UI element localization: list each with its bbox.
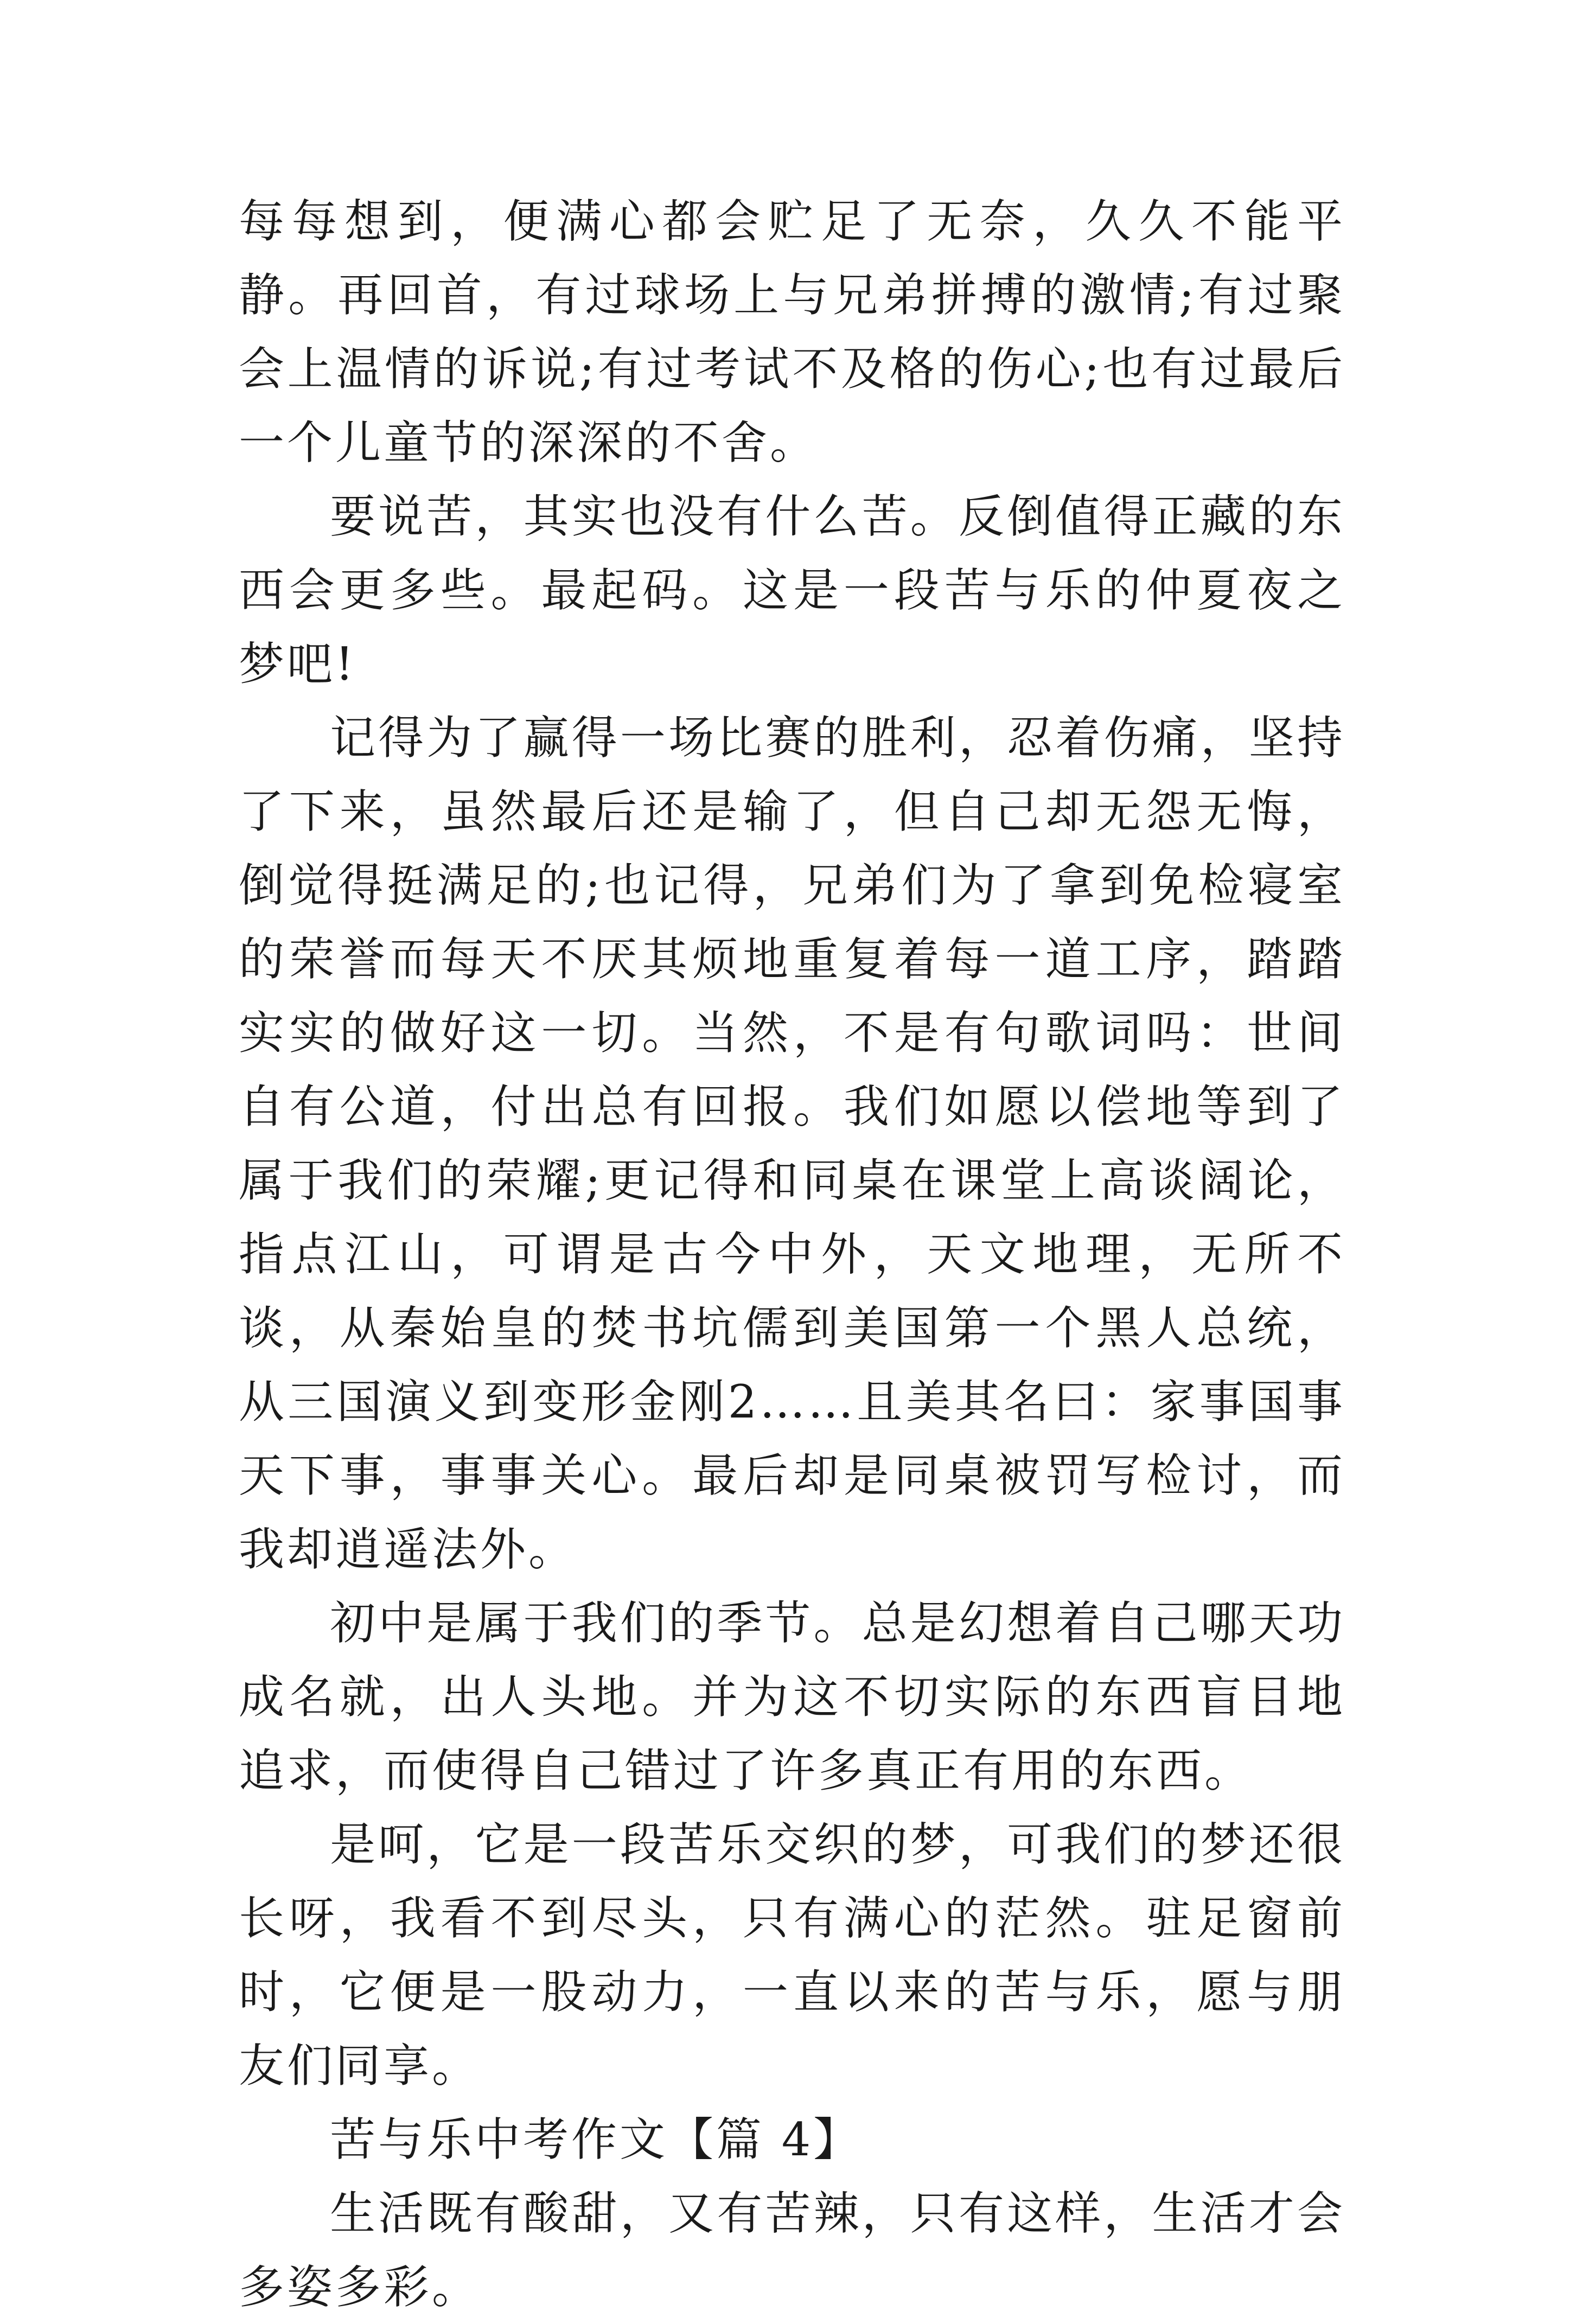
paragraph-6: 生活既有酸甜，又有苦辣，只有这样，生活才会多姿多彩。 [239, 2187, 1345, 2314]
section-heading: 苦与乐中考作文【篇 4】 [330, 2113, 862, 2166]
document-body [239, 184, 1345, 2324]
paragraph-4: 初中是属于我们的季节。总是幻想着自己哪天功成名就，出人头地。并为这不切实际的东西盲目地追求，而使得自己错过了许多真正有用的东西。 [239, 1597, 1345, 1797]
paragraph-2: 要说苦，其实也没有什么苦。反倒值得正藏的东西会更多些。最起码。这是一段苦与乐的仲夏夜之梦吧! [239, 490, 1345, 691]
paragraph-5: 是呵，它是一段苦乐交织的梦，可我们的梦还很长呀，我看不到尽头，只有满心的茫然。驻足窗前时，它便是一股动力，一直以来的苦与乐，愿与朋友们同享。 [239, 1818, 1345, 2092]
paragraph-1: 每每想到，便满心都会贮足了无奈，久久不能平静。再回首，有过球场上与兄弟拼搏的激情;有过聚会上温情的诉说;有过考试不及格的伤心;也有过最后一个儿童节的深深的不舍。 [239, 195, 1345, 469]
paragraph-3: 记得为了赢得一场比赛的胜利，忍着伤痛，坚持了下来，虽然最后还是输了，但自己却无怨无悔，倒觉得挺满足的;也记得，兄弟们为了拿到免检寝室的荣誉而每天不厌其烦地重复着每一道工序，踏踏实实的做好这一切。当然，不是有句歌词吗：世间自有公道，付出总有回报。我们如愿以偿地等到了属于我们的荣耀;更记得和同桌在课堂上高谈阔论，指点江山，可谓是古今中外，天文地理，无所不谈，从秦始皇的焚书坑儒到美国第一个黑人总统，从三国演义到变形金刚2……且美其名曰：家事国事天下事，事事关心。最后却是同桌被罚写检讨，而我却逍遥法外。 [239, 711, 1345, 1576]
